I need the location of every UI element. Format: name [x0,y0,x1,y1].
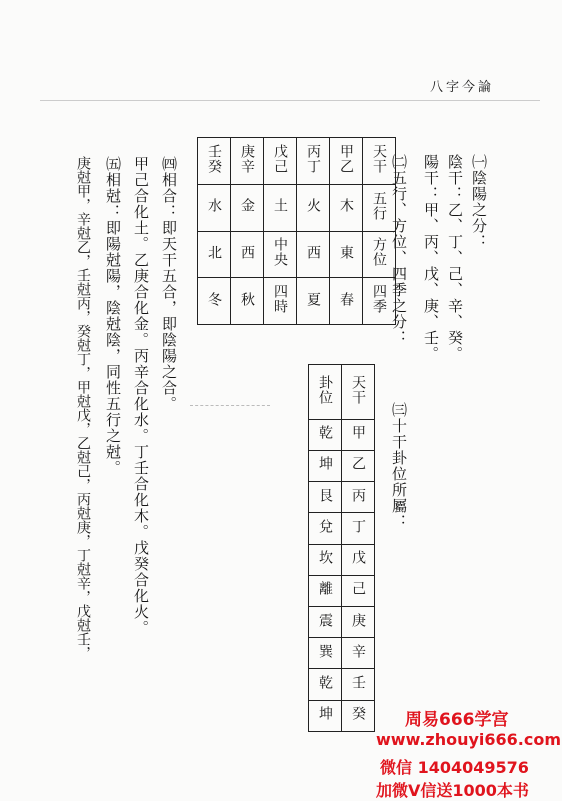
watermark-url: www.zhouyi666.com [376,730,562,749]
gua-cell: 庚 [342,606,375,637]
gua-cell: 離 [309,575,342,606]
wuxing-cell: 甲乙 [330,138,363,185]
gua-cell: 乾 [309,669,342,700]
wuxing-cell: 土 [264,184,297,231]
gua-cell: 甲 [342,419,375,450]
smudge-line [190,405,270,406]
wuxing-header-cell: 五行 [363,184,396,231]
wuxing-cell: 中央 [264,231,297,278]
section-1-yang-stems: 陽干：甲、丙、戊、庚、壬。 [422,154,440,362]
gua-cell: 艮 [309,482,342,513]
wuxing-table-row [198,138,396,185]
wuxing-cell: 秋 [231,278,264,325]
wuxing-header-cell: 天干 [363,138,396,185]
gua-table-row [309,419,375,450]
running-header-title: 八字今論 [430,80,495,95]
wuxing-cell: 水 [198,184,231,231]
gua-table-row [309,575,375,606]
gua-table-row [309,638,375,669]
wuxing-cell: 戊己 [264,138,297,185]
gua-header-cell: 卦位 [309,365,342,420]
wuxing-cell: 金 [231,184,264,231]
wuxing-cell: 北 [198,231,231,278]
gua-cell: 戊 [342,544,375,575]
gua-header-cell: 天干 [342,365,375,420]
gua-cell: 坤 [309,450,342,481]
gua-cell: 坤 [309,700,342,731]
gua-cell: 震 [309,606,342,637]
gua-cell: 丁 [342,513,375,544]
gua-cell: 乙 [342,450,375,481]
wuxing-cell: 丙丁 [297,138,330,185]
section-5-heading: ㈤相尅：即陽尅陽，陰尅陰，同性五行之尅。 [104,156,122,476]
gua-table-row [309,700,375,731]
wuxing-cell: 春 [330,278,363,325]
gua-table-row [309,606,375,637]
gua-table-row [309,482,375,513]
wuxing-cell: 火 [297,184,330,231]
section-4-body: 甲己合化土。乙庚合化金。丙辛合化水。丁壬合化木。戊癸合化火。 [132,156,150,636]
wuxing-table-row [198,231,396,278]
section-1-heading: ㈠陰陽之分： [470,154,488,250]
gua-table-row [309,365,375,420]
header-rule [40,100,540,101]
section-1-yin-stems: 陰干：乙、丁、己、辛、癸。 [446,154,464,362]
gua-cell: 壬 [342,669,375,700]
gua-cell: 巽 [309,638,342,669]
watermark-title: 周易666学宫 [405,710,509,730]
wuxing-cell: 冬 [198,278,231,325]
wuxing-table-row [198,184,396,231]
wuxing-cell: 西 [297,231,330,278]
gua-cell: 癸 [342,700,375,731]
gua-table-row [309,544,375,575]
wuxing-cell: 四時 [264,278,297,325]
section-2-heading: ㈡五行、方位、四季之分： [390,154,408,346]
wuxing-cell: 東 [330,231,363,278]
gua-table-row [309,450,375,481]
wuxing-header-cell: 四季 [363,278,396,325]
gua-table-row [309,513,375,544]
gua-cell: 辛 [342,638,375,669]
gua-cell: 乾 [309,419,342,450]
wuxing-cell: 夏 [297,278,330,325]
gua-cell: 己 [342,575,375,606]
wuxing-table [197,137,396,325]
wuxing-header-cell: 方位 [363,231,396,278]
section-3-heading: ㈢十干卦位所屬： [390,402,408,530]
watermark-wechat: 微信 1404049576 [380,758,529,777]
wuxing-cell: 西 [231,231,264,278]
watermark-promo: 加微V信送1000本书 [376,781,529,800]
gua-table [308,364,375,732]
gua-table-row [309,669,375,700]
gua-cell: 坎 [309,544,342,575]
wuxing-table-row [198,278,396,325]
section-5-body: 庚尅甲，辛尅乙，壬尅丙，癸尅丁，甲尅戊，乙尅己，丙尅庚，丁尅辛，戊尅壬， [75,156,91,660]
wuxing-cell: 木 [330,184,363,231]
wuxing-cell: 壬癸 [198,138,231,185]
gua-cell: 丙 [342,482,375,513]
gua-cell: 兌 [309,513,342,544]
section-4-heading: ㈣相合：即天干五合，即陰陽之合。 [160,156,178,412]
wuxing-cell: 庚辛 [231,138,264,185]
